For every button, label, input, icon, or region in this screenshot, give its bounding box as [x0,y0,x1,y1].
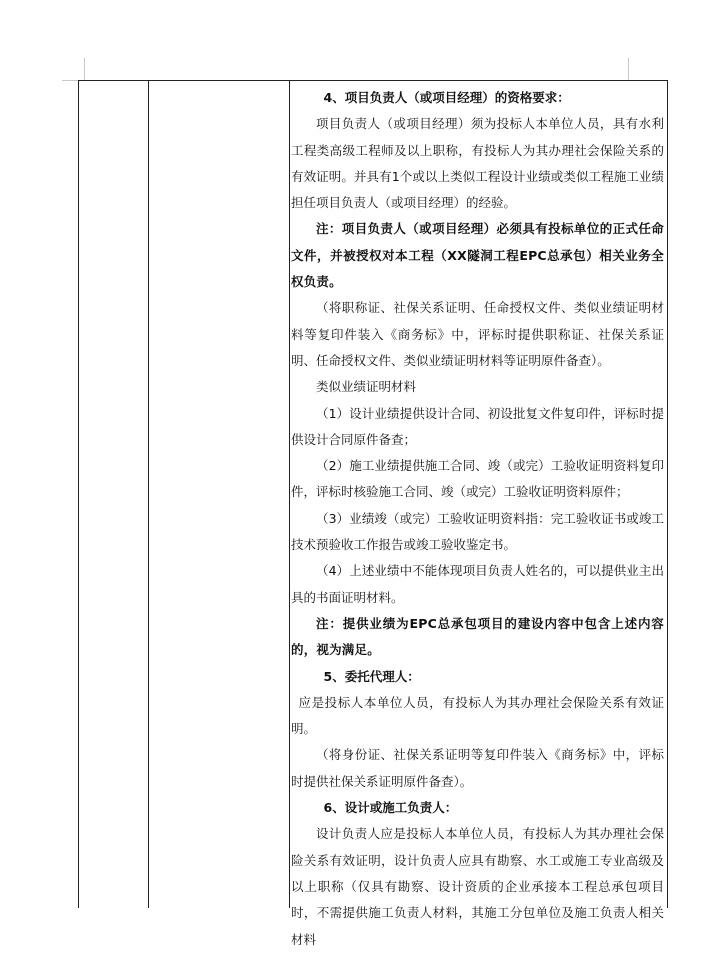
list-item-owner-certificate: （4）上述业绩中不能体现项目负责人姓名的，可以提供业主出具的书面证明材料。 [291,563,664,605]
paragraph-design-lead-requirement: 设计负责人应是投标人本单位人员，有投标人为其办理社会保险关系有效证明，设计负责人应具有勘察、水工或施工专业高级及以上职称（仅具有勘察、设计资质的企业承接本工程总承包项目时，不需提供施工负责人材料，其施工分包单位及施工负责人相关材料 [291,826,664,947]
page-corner-mark-left-v [84,58,85,80]
column-divider-2 [289,81,290,908]
heading-design-construction-lead: 6、设计或施工负责人： [323,800,458,816]
paragraph-similar-performance: 类似业绩证明材料 [316,379,417,395]
note-pm-appointment: 注：项目负责人（或项目经理）必须具有投标单位的正式任命文件，并被授权对本工程（XX隧洞工程EPC总承包）相关业务全权负责。 [291,221,664,290]
heading-authorized-agent: 5、委托代理人： [323,668,420,684]
paragraph-agent-documents: （将身份证、社保关系证明等复印件装入《商务标》中，评标时提供社保关系证明原件备查）。 [291,747,664,789]
column-divider-1 [148,81,149,908]
paragraph-agent-requirement: 应是投标人本单位人员，有投标人为其办理社会保险关系有效证明。 [291,694,664,737]
heading-project-manager: 4、项目负责人（或项目经理）的资格要求： [323,90,570,105]
list-item-construction-performance: （2）施工业绩提供施工合同、竣（或完）工验收证明资料复印件，评标时核验施工合同、竣（或完）工验收证明资料原件； [291,458,664,500]
requirements-table [78,80,668,947]
paragraph-pm-requirement: 项目负责人（或项目经理）须为投标人本单位人员，具有水利工程类高级工程师及以上职称，有投标人为其办理社会保险关系的有效证明。并具有1个或以上类似工程设计业绩或类似工程施工业绩担任项目负责人（或项目经理）的经验。 [291,116,664,211]
requirements-cell [291,85,664,953]
note-epc-performance: 注：提供业绩为EPC总承包项目的建设内容中包含上述内容的，视为满足。 [291,615,664,658]
paragraph-pm-documents: （将职称证、社保关系证明、任命授权文件、类似业绩证明材料等复印件装入《商务标》中，评标时提供职称证、社保关系证明、任命授权文件、类似业绩证明材料等证明原件备查）。 [291,300,664,368]
page-corner-mark-right-v [628,58,629,80]
list-item-design-performance: （1）设计业绩提供设计合同、初设批复文件复印件，评标时提供设计合同原件备查； [291,405,664,447]
list-item-acceptance-proof: （3）业绩竣（或完）工验收证明资料指：完工验收证书或竣工技术预验收工作报告或竣工验收鉴定书。 [291,510,664,553]
